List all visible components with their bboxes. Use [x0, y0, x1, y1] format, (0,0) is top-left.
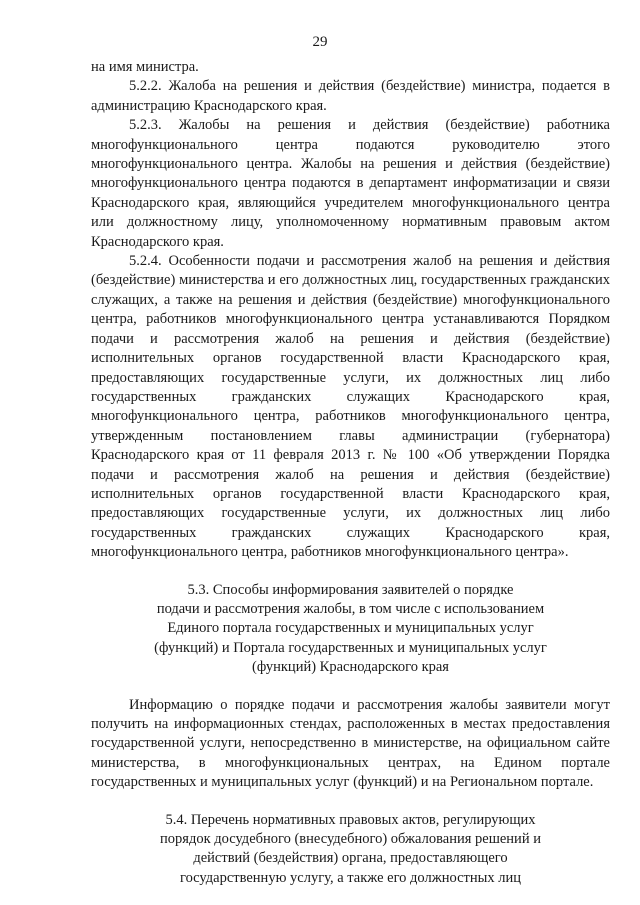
section-heading-5-3	[91, 581, 610, 678]
heading-line: действий (бездействия) органа, предоставляющего	[193, 850, 508, 867]
section-heading-5-4	[91, 811, 610, 889]
paragraph-continuation: на имя министра.	[91, 59, 199, 75]
heading-line: Единого портала государственных и муниципальных услуг	[167, 620, 534, 637]
document-body	[91, 58, 610, 888]
heading-line: (функций) и Портала государственных и муниципальных услуг	[154, 639, 547, 656]
paragraph-5-2-3: 5.2.3. Жалобы на решения и действия (бездействие) работника многофункционального центра подаются руководителю этого многофункционального центра. Жалобы на решения и действия (бездействие) многофункционального центра подаются в департамент информатизации и связи Краснодарского края, являющийся учредителем многофункционального центра или должностному лицу, уполномоченному нормативным правовым актом Краснодарского края.	[91, 117, 610, 250]
heading-line: 5.3. Способы информирования заявителей о порядке	[187, 581, 514, 598]
heading-line: государственную услугу, а также его должностных лиц	[179, 869, 521, 886]
paragraph-5-3: Информацию о порядке подачи и рассмотрения жалобы заявители могут получить на информационных стендах, расположенных в местах предоставления государственной услуги, непосредственно в министерстве, на официальном сайте министерства, в многофункциональных центрах, на Едином портале государственных и муниципальных услуг (функций) и на Региональном портале.	[91, 696, 610, 791]
heading-line: подачи и рассмотрения жалобы, в том числе с использованием	[156, 600, 545, 617]
heading-line: (функций) Краснодарского края	[252, 659, 449, 676]
paragraph-5-2-2: 5.2.2. Жалоба на решения и действия (бездействие) министра, подается в администрацию Краснодарского края.	[91, 78, 610, 114]
heading-line: порядок досудебного (внесудебного) обжалования решений и	[160, 831, 541, 848]
page-number: 29	[312, 34, 328, 50]
heading-line: 5.4. Перечень нормативных правовых актов, регулирующих	[165, 811, 536, 828]
paragraph-5-2-4: 5.2.4. Особенности подачи и рассмотрения жалоб на решения и действия (бездействие) министерства и его должностных лиц, государственных гражданских служащих, а также на решения и действия (бездействие) многофункционального центра, работников многофункционального центра устанавливаются Порядком подачи и рассмотрения жалоб на решения и действия (бездействие) исполнительных органов государственной власти Краснодарского края, предоставляющих государственные услуги, их должностных лиц либо государственных гражданских служащих Краснодарского края, многофункционального центра, работников многофункционального центра, утвержденным постановлением главы администрации (губернатора) Краснодарского края от 11 февраля 2013 г. № 100 «Об утверждении Порядка подачи и рассмотрения жалоб на решения и действия (бездействие) исполнительных органов государственной власти Краснодарского края, предоставляющих государственные услуги, их должностных лиц либо государственных гражданских служащих Краснодарского края, многофункционального центра, работников многофункционального центра».	[91, 253, 610, 561]
